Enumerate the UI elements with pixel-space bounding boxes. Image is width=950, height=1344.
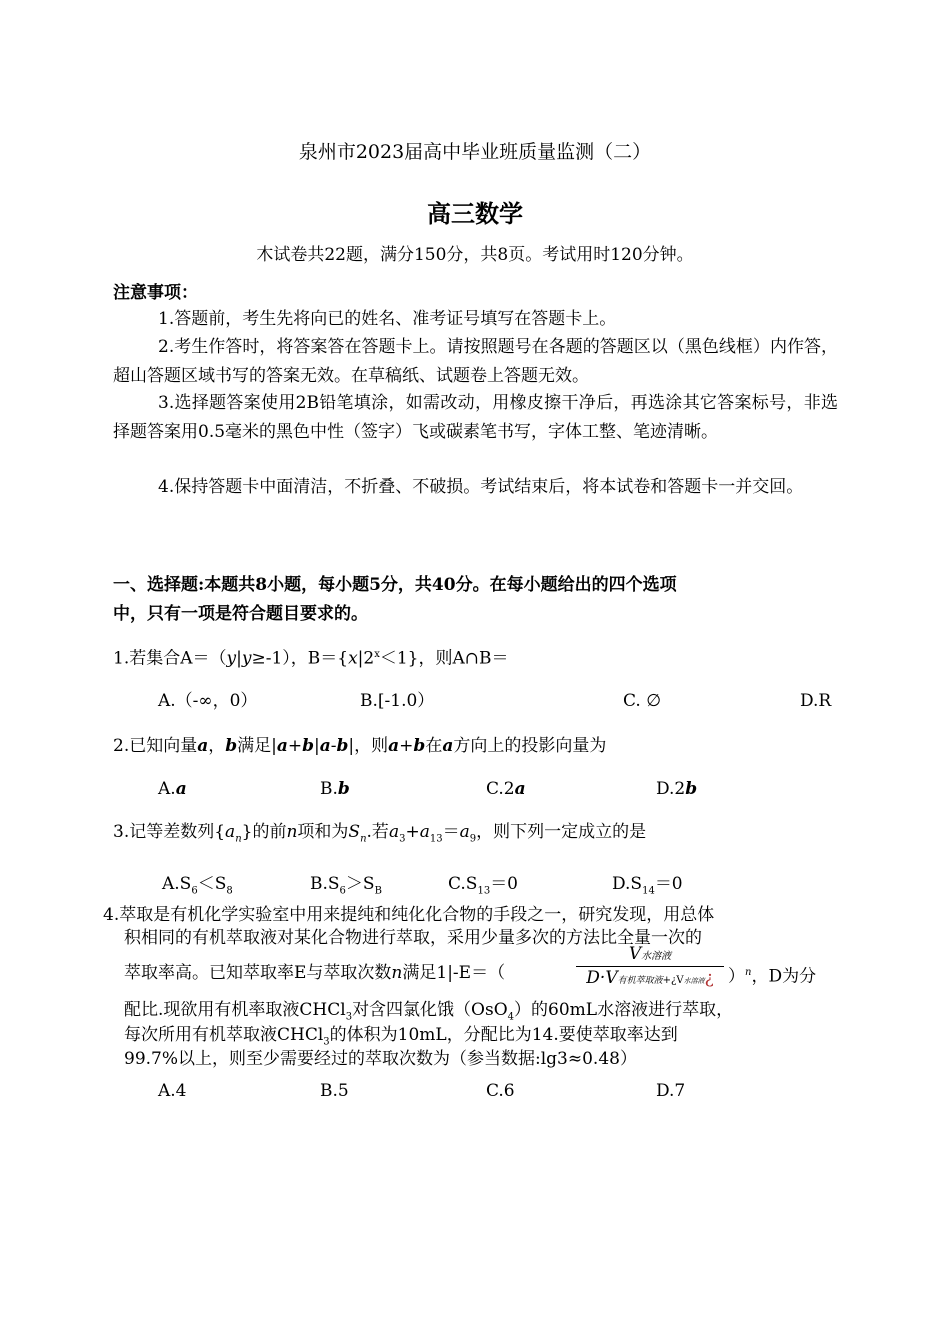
q2-option-b: B.b (320, 779, 350, 799)
question-4-line1: 4.萃取是有机化学实验室中用来提纯和纯化化合物的手段之一，研究发现，用总体 (103, 905, 715, 925)
q3-option-a: $A.S_6<S_8$ (162, 874, 233, 897)
fraction-denominator: D·V有机萃取液+¿V水溶液¿ (586, 968, 714, 988)
q1-option-c: C. ∅ (623, 691, 662, 711)
question-2-stem: 2.已知向量a，b满足|a+b|a-b|，则a+b在a方向上的投影向量为 (113, 736, 607, 756)
question-4-line2: 积相同的有机萃取液对某化合物进行萃取，采用少量多次的方法比全量一次的 (124, 928, 702, 948)
q2-option-d: D.2b (656, 779, 698, 799)
notice-item-4: 4.保持答题卡中面清洁，不折叠、不破损。考试结束后，将本试卷和答题卡一并交回。 (158, 477, 804, 497)
q1-option-d: D.R (800, 691, 832, 711)
q3-option-b: $B.S_6>S_B$ (310, 874, 382, 897)
notice-item-2: 2.考生作答时，将答案答在答题卡上。请按照题号在各题的答题区以（黑色线框）内作答，超山答题区域书写的答案无效。在草稿纸、试题卷上答题无效。 (113, 337, 838, 386)
question-4-line3-end: ）$^n$，D为分 (728, 966, 817, 987)
question-4-line6: 99.7%以上，则至少需要经过的萃取次数为（参当数据:lg3≈0.48） (124, 1049, 637, 1069)
q2-option-c: C.2a (486, 779, 526, 799)
section1-heading-line1: 一、选择题:本题共8小题，每小题5分，共40分。在每小题给出的四个选项 (113, 575, 677, 595)
q4-option-d: D.7 (656, 1081, 686, 1101)
question-1-stem: 1.若集合A＝（y|y≥-1），$B=\{x|2^x<1\}$，则A∩B＝ (113, 648, 509, 669)
q1-option-b: B.[-1.0） (360, 691, 435, 711)
notice-heading: 注意事项： (113, 283, 198, 303)
subject-title: 高三数学 (427, 199, 523, 228)
extraction-fraction (574, 944, 726, 992)
exam-title: 泉州市2023届高中毕业班质量监测（二） (298, 141, 652, 163)
question-4-line5: 每次所用有机萃取液CHCl$_3$的体积为10mL，分配比为14.要使萃取率达到 (124, 1025, 678, 1048)
q4-option-c: C.6 (486, 1081, 515, 1101)
exam-info: 木试卷共22题，满分150分，共8页。考试用时120分钟。 (256, 245, 694, 265)
notice-item-1: 1.答题前，考生先将向已的姓名、准考证号填写在答题卡上。 (158, 309, 617, 329)
notice-item-3: 3.选择题答案使用2B铅笔填涂，如需改动，用橡皮擦干净后，再选涂其它答案标号，非选择题答案用0.5毫米的黑色中性（签字）飞或碳素笔书写，字体工整、笔迹清晰。 (113, 393, 838, 442)
question-4-line3: 萃取率高。已知萃取率E与萃取次数n满足1|-E＝（ (124, 963, 506, 983)
q3-option-d: $D.S_{14}=0$ (612, 874, 683, 897)
question-4-line4: 配比.现欲用有机率取液CHCl$_3$对含四氯化饿（OsO$_4$）的60mL水溶液进行萃取， (124, 1000, 734, 1023)
q3-option-c: $C.S_{13}=0$ (448, 874, 519, 897)
section1-heading-line2: 中，只有一项是符合题目要求的。 (113, 604, 368, 624)
q4-option-a: A.4 (158, 1081, 187, 1101)
question-3-stem: 3.记等差数列$\{a_n\}$的前n项和为$S_n$.若$a_3+a_{13}=a_9$，则下列一定成立的是 (113, 822, 647, 845)
q2-option-a: A.a (158, 779, 187, 799)
fraction-numerator: V水溶液 (628, 944, 672, 964)
q1-option-a: A.（-∞，0） (158, 691, 258, 711)
q4-option-b: B.5 (320, 1081, 349, 1101)
